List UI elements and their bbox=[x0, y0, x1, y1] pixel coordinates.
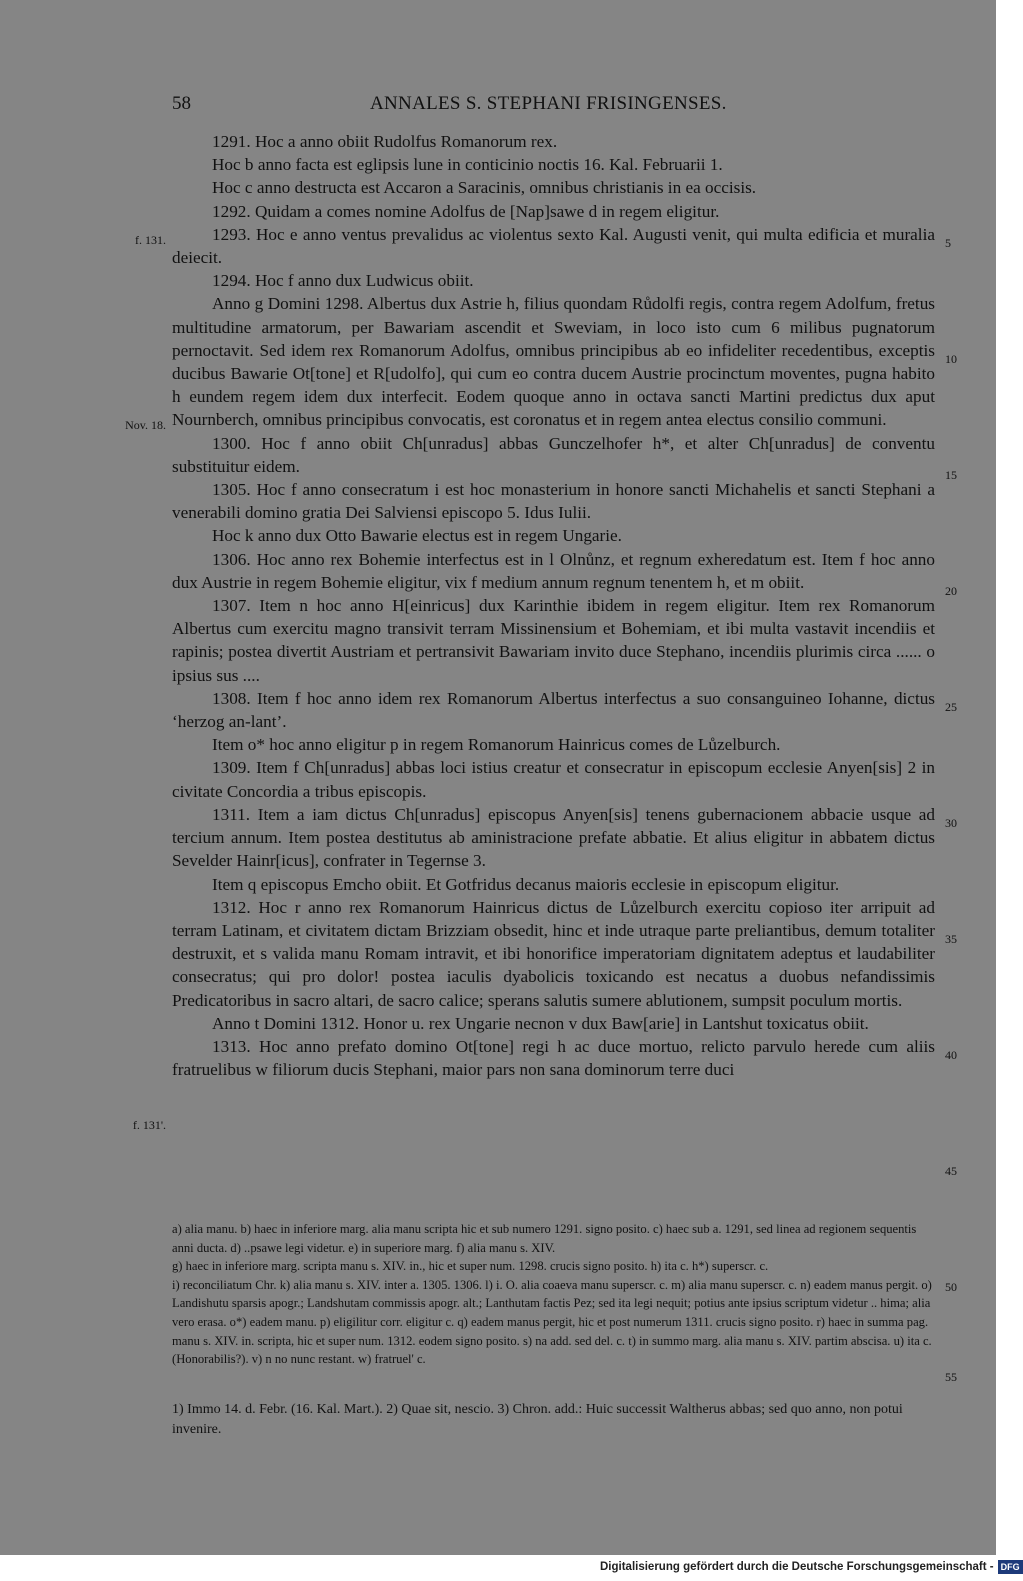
margin-note: f. 131'. bbox=[132, 1118, 166, 1132]
line-number: 15 bbox=[945, 468, 957, 482]
paragraph: 1292. Quidam a comes nomine Adolfus de [Nap]sawe d in regem eligitur. bbox=[212, 201, 720, 221]
paragraph: Item q episcopus Emcho obiit. Et Gotfridus decanus maioris ecclesie in episcopum eligitur. bbox=[212, 874, 840, 894]
paragraph: 1309. Item f Ch[unradus] abbas loci istius creatur et consecratur in episcopum ecclesie Anyen[sis] 2 in civitate Concordia a tribus episcopis. bbox=[172, 758, 935, 801]
paragraph: Anno g Domini 1298. Albertus dux Astrie h, filius quondam Růdolfi regis, contra regem Adolfum, fretus multitudine armatorum, per Bawariam ascendit et Sweviam, in loco isto cum 6 milibus pugnatorum pernoctavit. Sed idem rex Romanorum Adolfus, omnibus principibus ab eo infideliter recedentibus, exceptis ducibus Bawarie Ot[tone] et R[udolfo], qui cum eo contra ducem Austrie procinctum moventes, pugna habito h eundem regem idem dux interfecit. Eodem quoque anno in octava sancti Martini predictus dux aput Nournberch, omnibus principibus convocatis, est coronatus et in regem antea electus consilio communi. bbox=[172, 294, 935, 430]
critical-apparatus bbox=[172, 1220, 935, 1369]
line-number: 30 bbox=[945, 816, 957, 830]
credit-text: Digitalisierung gefördert durch die Deutsche Forschungsgemeinschaft - bbox=[600, 1561, 994, 1574]
margin-note: Nov. 18. bbox=[125, 418, 166, 432]
page-number: 58 bbox=[172, 93, 191, 114]
line-number: 50 bbox=[945, 1280, 957, 1294]
paragraph: 1307. Item n hoc anno H[einricus] dux Karinthie ibidem in regem eligitur. Item rex Romanorum Albertus cum exercitu magno transivit terram Missinensium et Bohemiam, et ibi multa vastavit incendiis et rapinis; postea divertit Austriam et pertransivit Bawariam invito duce Stephano, incendiis plurimis circa ...... o ipsius sus .... bbox=[172, 596, 935, 685]
line-number: 55 bbox=[945, 1370, 957, 1384]
paragraph: 1300. Hoc f anno obiit Ch[unradus] abbas Gunczelhofer h*, et alter Ch[unradus] de conventu substituitur eidem. bbox=[172, 433, 935, 476]
footnotes bbox=[172, 1400, 935, 1440]
paragraph: 1294. Hoc f anno dux Ludwicus obiit. bbox=[212, 271, 474, 291]
paragraph: Hoc c anno destructa est Accaron a Saracinis, omnibus christianis in ea occisis. bbox=[212, 178, 757, 198]
critical-note: i) reconciliatum Chr. k) alia manu s. XIV. inter a. 1305. 1306. l) i. O. alia coaeva manu superscr. c. m) alia manu superscr. c. n) eadem manus pergit. o) Landishutu sparsis apogr.; Landshutam commissis apogr. alt.; Lanthutam factis Pez; sed ita legi nequit; potius ante ipsius scriptum videtur .. hima; alia vero erasa. o*) eadem manu. p) eligilitur corr. eligitur c. q) eadem manus pergit, hic et post numerum 1311. crucis signo posito. r) haec in summa pag. manu s. XIV. in. scripta, hic et super num. 1312. eodem signo posito. s) na add. sed del. c. t) in summo marg. alia manu s. XIV. partim abscisa. u) ita c. (Honorabilis?). v) n no nunc restant. w) fratruel' c. bbox=[172, 1277, 932, 1367]
critical-note: a) alia manu. b) haec in inferiore marg. alia manu scripta hic et sub numero 1291. signo posito. c) haec sub a. 1291, sed linea ad regionem sequentis anni ducta. d) ..psawe legi videtur. e) in superiore marg. f) alia manu s. XIV. bbox=[172, 1222, 917, 1255]
paragraph: Item o* hoc anno eligitur p in regem Romanorum Hainricus comes de Lůzelburch. bbox=[212, 735, 781, 755]
page-header bbox=[0, 93, 996, 123]
digitization-credit bbox=[600, 1560, 1020, 1578]
critical-note: g) haec in inferiore marg. scripta manu s. XIV. in., hic et super num. 1298. crucis signo posito. h) ita c. h*) superscr. c. bbox=[172, 1259, 769, 1274]
running-title: ANNALES S. STEPHANI FRISINGENSES. bbox=[370, 93, 727, 114]
line-number: 35 bbox=[945, 932, 957, 946]
paragraph: 1311. Item a iam dictus Ch[unradus] episcopus Anyen[sis] tenens gubernacionem abbacie usque ad tercium annum. Item postea destitutus ab aministracione prefate abbatie. Et alius eligitur in abbatem dictus Sevelder Hainr[icus], confrater in Tegernse 3. bbox=[172, 804, 935, 871]
footnote: 1) Immo 14. d. Febr. (16. Kal. Mart.). 2) Quae sit, nescio. 3) Chron. add.: Huic successit Waltherus abbas; sed quo anno, non potui invenire. bbox=[172, 1402, 903, 1437]
paragraph: Anno t Domini 1312. Honor u. rex Ungarie necnon v dux Baw[arie] in Lantshut toxicatus obiit. bbox=[212, 1013, 869, 1033]
paragraph: 1306. Hoc anno rex Bohemie interfectus est in l Olnůnz, et regnum exheredatum est. Item f hoc anno dux Austrie in regem Bohemie eligitur, vix f medium annum regnum tenentem h, et m obiit. bbox=[172, 549, 935, 592]
paragraph: Hoc b anno facta est eglipsis lune in conticinio noctis 16. Kal. Februarii 1. bbox=[212, 155, 723, 175]
margin-note: f. 131. bbox=[135, 233, 166, 247]
paragraph: 1293. Hoc e anno ventus prevalidus ac violentus sexto Kal. Augusti venit, qui multa edificia et muralia deiecit. bbox=[172, 224, 935, 268]
line-number: 20 bbox=[945, 584, 957, 598]
paragraph: 1291. Hoc a anno obiit Rudolfus Romanorum rex. bbox=[212, 132, 558, 151]
line-number: 45 bbox=[945, 1164, 957, 1178]
annals-text bbox=[172, 130, 935, 1081]
paragraph: 1312. Hoc r anno rex Romanorum Hainricus dictus de Lůzelburch exercitu copioso iter arripuit ad terram Latinam, et civitatem dictam Brizziam obsedit, hinc et inde utraque parte preliantibus, demum totaliter destruxit, et s valida manu Romam intravit, et ibi honorifice imperatoriam dignitatem adeptus et laudabiliter consecratus; qui pro dolor! postea iaculis dyabolicis toxicando est necatus a duobus nefandissimis Predicatoribus in sacro altari, de sacro calice; sperans salutis sumere ablutionem, sumpsit poculum mortis. bbox=[172, 897, 935, 1010]
paragraph: 1305. Hoc f anno consecratum i est hoc monasterium in honore sancti Michahelis et sancti Stephani a venerabili domino gratia Dei Salviensi episcopo 5. Idus Iulii. bbox=[172, 480, 935, 523]
line-number: 40 bbox=[945, 1048, 957, 1062]
paragraph: Hoc k anno dux Otto Bawarie electus est in regem Ungarie. bbox=[212, 526, 622, 546]
line-number: 25 bbox=[945, 700, 957, 714]
line-number: 5 bbox=[945, 236, 951, 250]
paragraph: 1313. Hoc anno prefato domino Ot[tone] regi h ac duce mortuo, relicto parvulo herede cum aliis fratruelibus w filiorum ducis Stephani, maior pars non sana dominorum terre duci bbox=[172, 1036, 935, 1080]
line-number: 10 bbox=[945, 352, 957, 366]
dfg-logo: DFG bbox=[998, 1560, 1023, 1574]
paragraph: 1308. Item f hoc anno idem rex Romanorum Albertus interfectus a suo consanguineo Iohanne, dictus ‘herzog an-lant’. bbox=[172, 688, 935, 732]
